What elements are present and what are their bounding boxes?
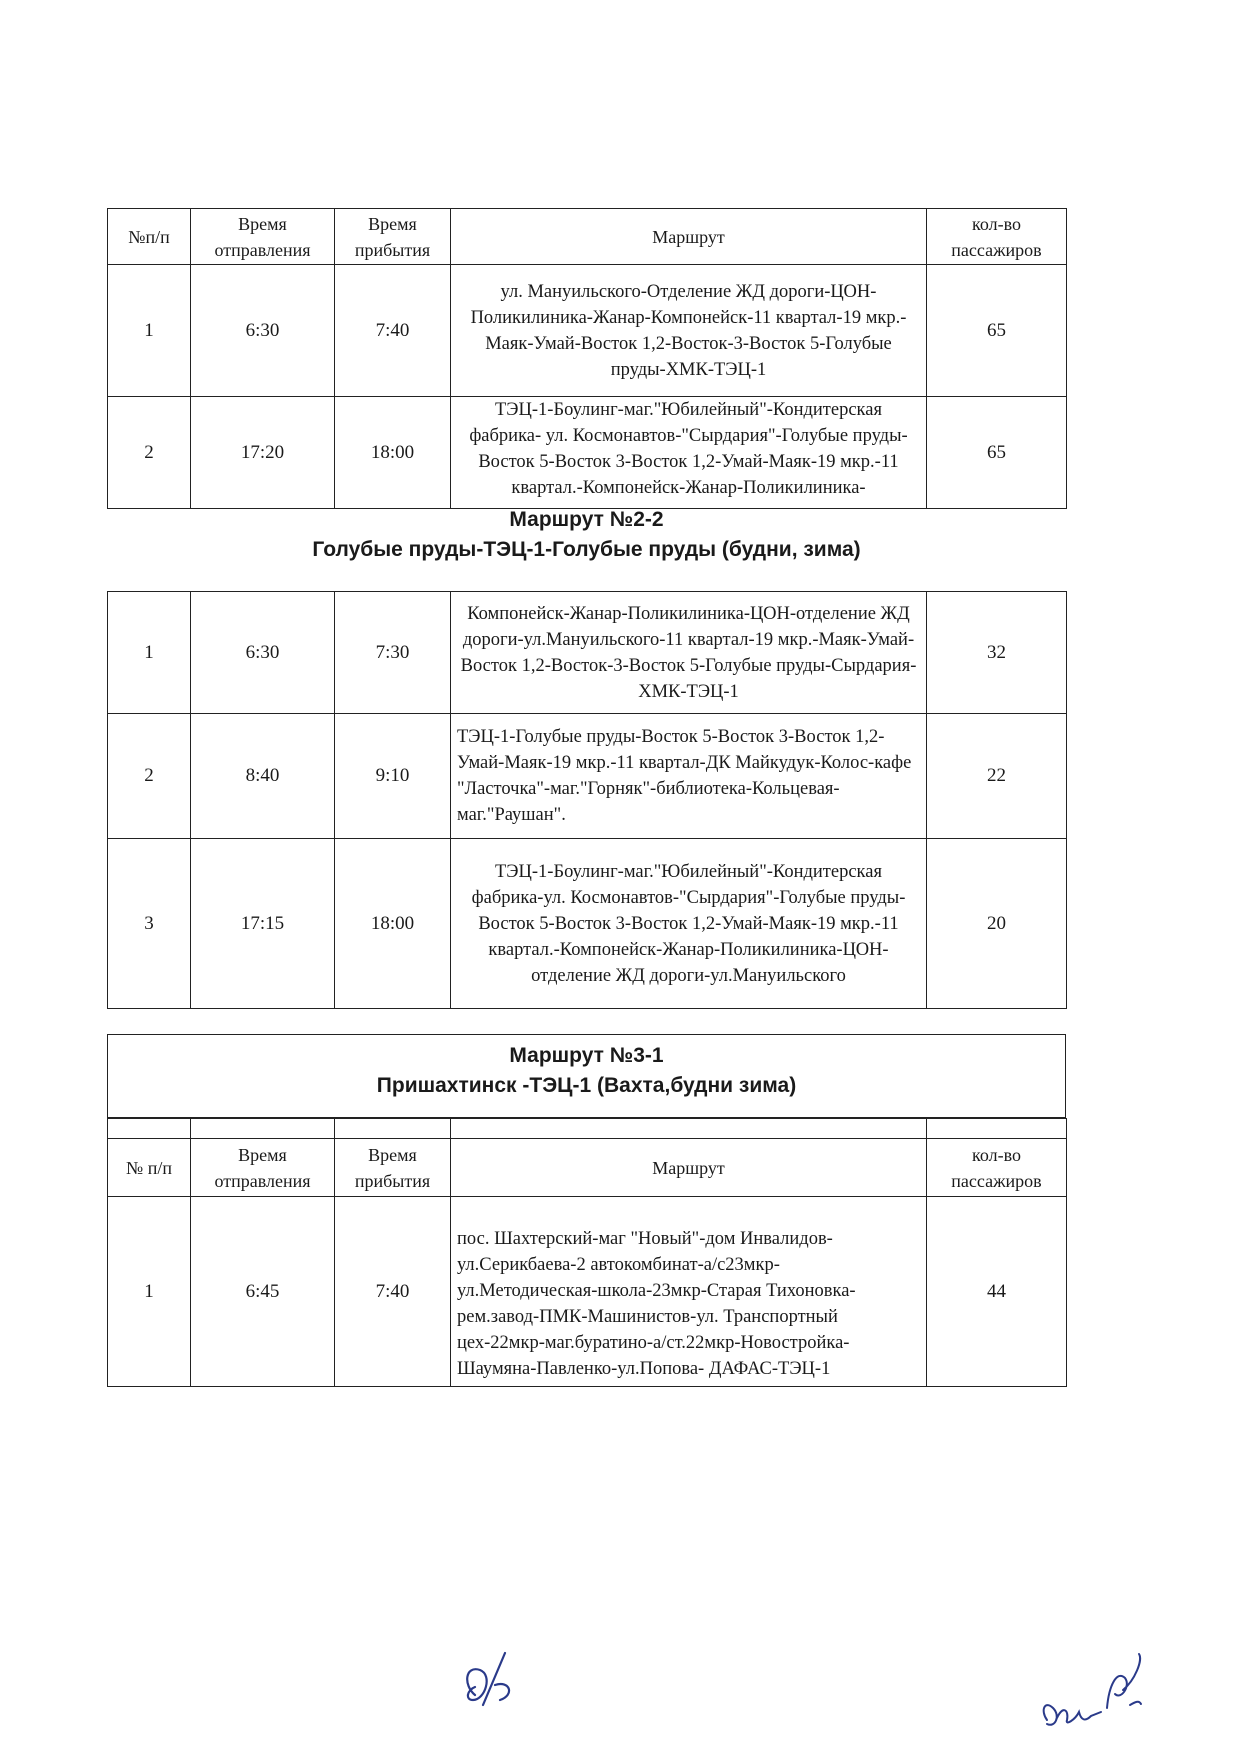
row-number: 3	[108, 839, 191, 1009]
spacer-cell	[927, 1119, 1067, 1139]
route-title-box	[107, 1034, 1066, 1118]
row-number: 1	[108, 265, 191, 397]
spacer-cell	[108, 1119, 191, 1139]
route-description: пос. Шахтерский-маг "Новый"-дом Инвалидов-ул.Серикбаева-2 автокомбинат-а/с23мкр-ул.Методическая-школа-23мкр-Старая Тихоновка-рем.завод-ПМК-Машинистов-ул. Транспортный цех-22мкр-маг.буратино-а/ст.22мкр-Новостройка-Шаумяна-Павленко-ул.Попова- ДАФАС-ТЭЦ-1	[451, 1197, 927, 1387]
departure-time: 6:45	[191, 1197, 335, 1387]
departure-time: 6:30	[191, 592, 335, 714]
arrival-time: 9:10	[335, 714, 451, 839]
arrival-time: 7:40	[335, 265, 451, 397]
route-title-block	[107, 505, 1066, 565]
table-row	[108, 592, 1067, 714]
schedule-table-2	[107, 591, 1067, 1009]
passenger-count: 44	[927, 1197, 1067, 1387]
route-subtitle: Голубые пруды-ТЭЦ-1-Голубые пруды (будни, зима)	[312, 538, 861, 561]
passenger-count: 22	[927, 714, 1067, 839]
passenger-count: 20	[927, 839, 1067, 1009]
table-row	[108, 397, 1067, 509]
passenger-count: 65	[927, 265, 1067, 397]
header-route: Маршрут	[451, 1139, 927, 1197]
header-number: № п/п	[108, 1139, 191, 1197]
departure-time: 6:30	[191, 265, 335, 397]
spacer-cell	[191, 1119, 335, 1139]
schedule-table-3	[107, 1118, 1067, 1387]
arrival-time: 7:30	[335, 592, 451, 714]
departure-time: 17:15	[191, 839, 335, 1009]
spacer-row	[108, 1119, 1067, 1139]
arrival-time: 7:40	[335, 1197, 451, 1387]
passenger-count: 65	[927, 397, 1067, 509]
departure-time: 8:40	[191, 714, 335, 839]
route-title: Маршрут №2-2	[509, 508, 664, 531]
route-description: ТЭЦ-1-Боулинг-маг."Юбилейный"-Кондитерская фабрика- ул. Космонавтов-"Сырдария"-Голубые пруды-Восток 5-Восток 3-Восток 1,2-Умай-Маяк-19 мкр.-11 квартал.-Компонейск-Жанар-Поликилиника-	[451, 397, 927, 509]
schedule-table-1	[107, 208, 1067, 509]
arrival-time: 18:00	[335, 397, 451, 509]
table-row	[108, 714, 1067, 839]
header-departure: Время отправления	[191, 1139, 335, 1197]
table-header-row	[108, 209, 1067, 265]
departure-time: 17:20	[191, 397, 335, 509]
row-number: 1	[108, 1197, 191, 1387]
route-title-block	[108, 1035, 1065, 1101]
header-route: Маршрут	[451, 209, 927, 265]
row-number: 2	[108, 397, 191, 509]
route-subtitle: Пришахтинск -ТЭЦ-1 (Вахта,будни зима)	[376, 1074, 797, 1097]
header-passengers: кол-во пассажиров	[927, 209, 1067, 265]
route-description: ул. Мануильского-Отделение ЖД дороги-ЦОН-Поликилиника-Жанар-Компонейск-11 квартал-19 мкр.-Маяк-Умай-Восток 1,2-Восток-3-Восток 5-Голубые пруды-ХМК-ТЭЦ-1	[451, 265, 927, 397]
header-arrival: Время прибытия	[335, 209, 451, 265]
table-row	[108, 265, 1067, 397]
signature-right	[1035, 1650, 1165, 1740]
table-row	[108, 839, 1067, 1009]
table-header-row	[108, 1139, 1067, 1197]
table-row	[108, 1197, 1067, 1387]
spacer-cell	[335, 1119, 451, 1139]
passenger-count: 32	[927, 592, 1067, 714]
header-number: №п/п	[108, 209, 191, 265]
header-departure: Время отправления	[191, 209, 335, 265]
header-arrival: Время прибытия	[335, 1139, 451, 1197]
header-passengers: кол-во пассажиров	[927, 1139, 1067, 1197]
signature-left	[455, 1645, 525, 1730]
route-description: ТЭЦ-1-Голубые пруды-Восток 5-Восток 3-Восток 1,2-Умай-Маяк-19 мкр.-11 квартал-ДК Майкудук-Колос-кафе "Ласточка"-маг."Горняк"-библиотека-Кольцевая-маг."Раушан".	[451, 714, 927, 839]
spacer-cell	[451, 1119, 927, 1139]
route-description: Компонейск-Жанар-Поликилиника-ЦОН-отделение ЖД дороги-ул.Мануильского-11 квартал-19 мкр.-Маяк-Умай-Восток 1,2-Восток-3-Восток 5-Голубые пруды-Сырдария-ХМК-ТЭЦ-1	[451, 592, 927, 714]
route-title: Маршрут №3-1	[509, 1044, 664, 1067]
arrival-time: 18:00	[335, 839, 451, 1009]
row-number: 1	[108, 592, 191, 714]
row-number: 2	[108, 714, 191, 839]
route-description: ТЭЦ-1-Боулинг-маг."Юбилейный"-Кондитерская фабрика-ул. Космонавтов-"Сырдария"-Голубые пруды-Восток 5-Восток 3-Восток 1,2-Умай-Маяк-19 мкр.-11 квартал.-Компонейск-Жанар-Поликилиника-ЦОН-отделение ЖД дороги-ул.Мануильского	[451, 839, 927, 1009]
